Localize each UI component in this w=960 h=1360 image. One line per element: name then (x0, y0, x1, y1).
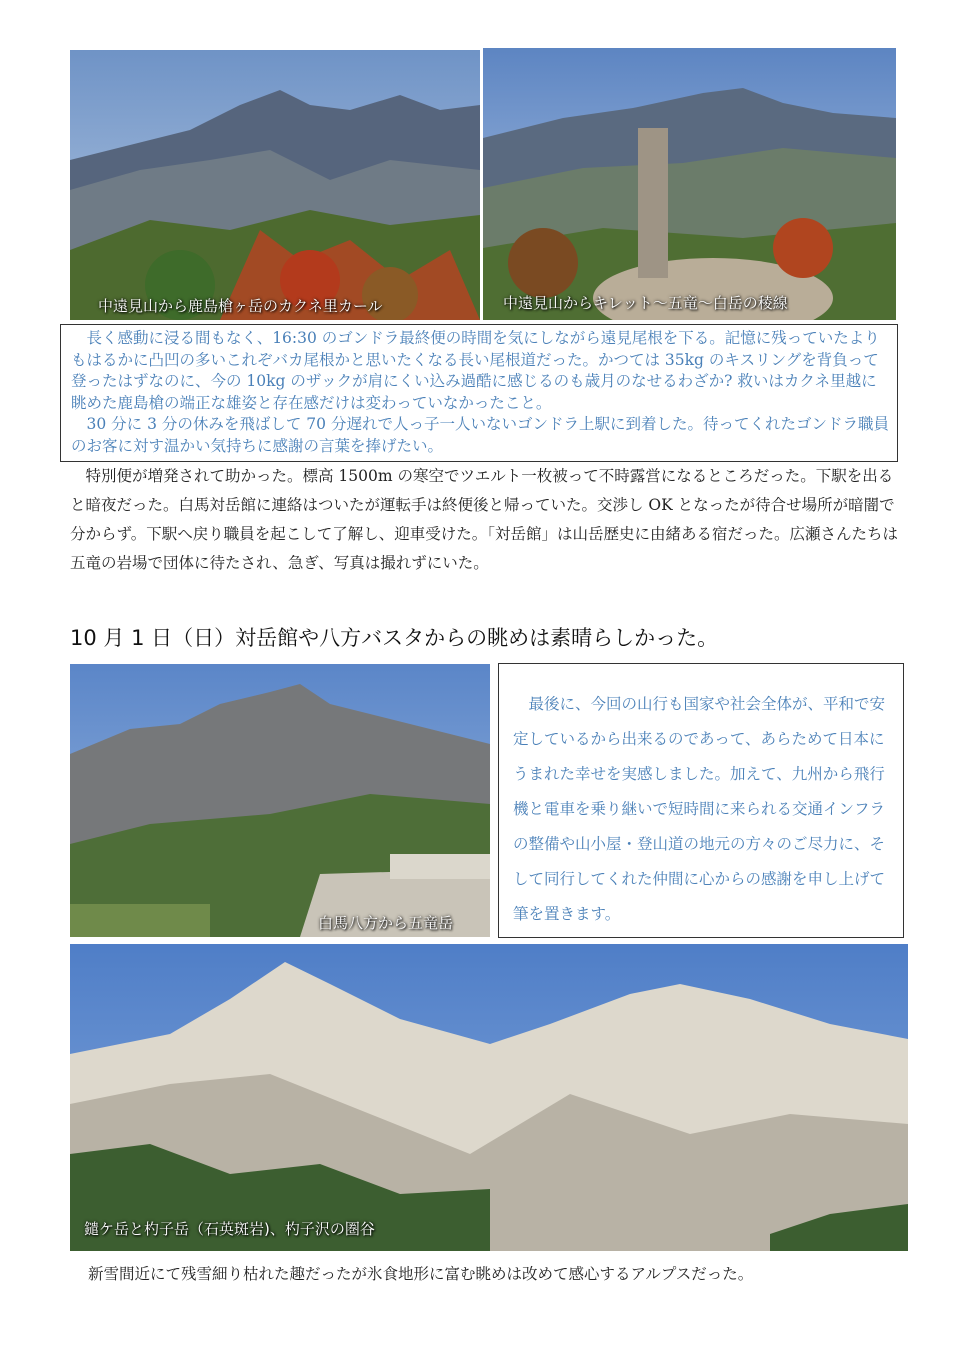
mountain-landscape-image (70, 50, 480, 320)
body-paragraph: 特別便が増発されて助かった。標高 1500m の寒空でツエルト一枚被って不時露営になるところだった。下駅を出ると暗夜だった。白馬対岳館に連絡はついたが運転手は終便後と帰っていた。交渉し OK となったが待合せ場所が暗闇で分からず。下駅へ戻り職員を起こして了解し、迎車受けた。「対岳館」は山岳歴史に由緒ある宿だった。広瀬さんたちは五竜の岩場で団体に待たされ、急ぎ、写真は撮れずにいた。 (70, 467, 899, 572)
photo-caption: 中遠見山から鹿島槍ヶ岳のカクネ里カール (98, 297, 383, 315)
body-paragraph-block (70, 462, 900, 578)
photo-caption: 鑓ケ岳と杓子岳（石英斑岩)、杓子沢の圏谷 (84, 1220, 375, 1238)
snow-peaks-image (70, 944, 908, 1251)
framed-narrative (60, 324, 898, 462)
footer-text: 新雪間近にて残雪細り枯れた趣だったが氷食地形に富む眺めは改めて感心するアルプスだった。 (88, 1265, 754, 1283)
framed-paragraph: 長く感動に浸る間もなく、16:30 のゴンドラ最終便の時間を気にしながら遠見尾根を下る。記憶に残っていたよりもはるかに凸凹の多いこれぞバカ尾根かと思いたくなる長い尾根道だった。かつては 35kg のキスリングを背負って登ったはずなのに、今の 10kg のザックが肩にくい込み過酷に感じるのも歳月のなせるわざか? 救いはカクネ里越に眺めた鹿島槍の端正な雄姿と存在感だけは変わっていなかったこと。 (71, 329, 880, 412)
framed-paragraph: 30 分に 3 分の休みを飛ばして 70 分遅れで人っ子一人いないゴンドラ上駅に到着した。待ってくれたゴンドラ職員のお客に対す温かい気持ちに感謝の言葉を捧げたい。 (71, 415, 889, 455)
cairn-landscape-image (483, 48, 896, 320)
closing-remarks-box (498, 663, 904, 938)
photo-yarigatake-shakushi (70, 944, 908, 1251)
photo-kashimayari (70, 50, 480, 320)
photo-goryudake (70, 664, 490, 937)
section-heading: 10 月 1 日（日）対岳館や八方バスタからの眺めは素晴らしかった。 (70, 626, 719, 650)
photo-caption: 白馬八方から五竜岳 (318, 914, 454, 932)
photo-goryu-ridge (483, 48, 896, 320)
closing-remarks-text: 最後に、今回の山行も国家や社会全体が、平和で安定しているから出来るのであって、あらためて日本にうまれた幸せを実感しました。加えて、九州から飛行機と電車を乗り継いで短時間に来られる交通インフラの整備や山小屋・登山道の地元の方々のご尽力に、そして同行してくれた仲間に心からの感謝を申し上げて筆を置きます。 (513, 695, 886, 923)
photo-caption: 中遠見山からキレット～五竜～白岳の稜線 (503, 294, 788, 312)
peak-image (70, 664, 490, 937)
